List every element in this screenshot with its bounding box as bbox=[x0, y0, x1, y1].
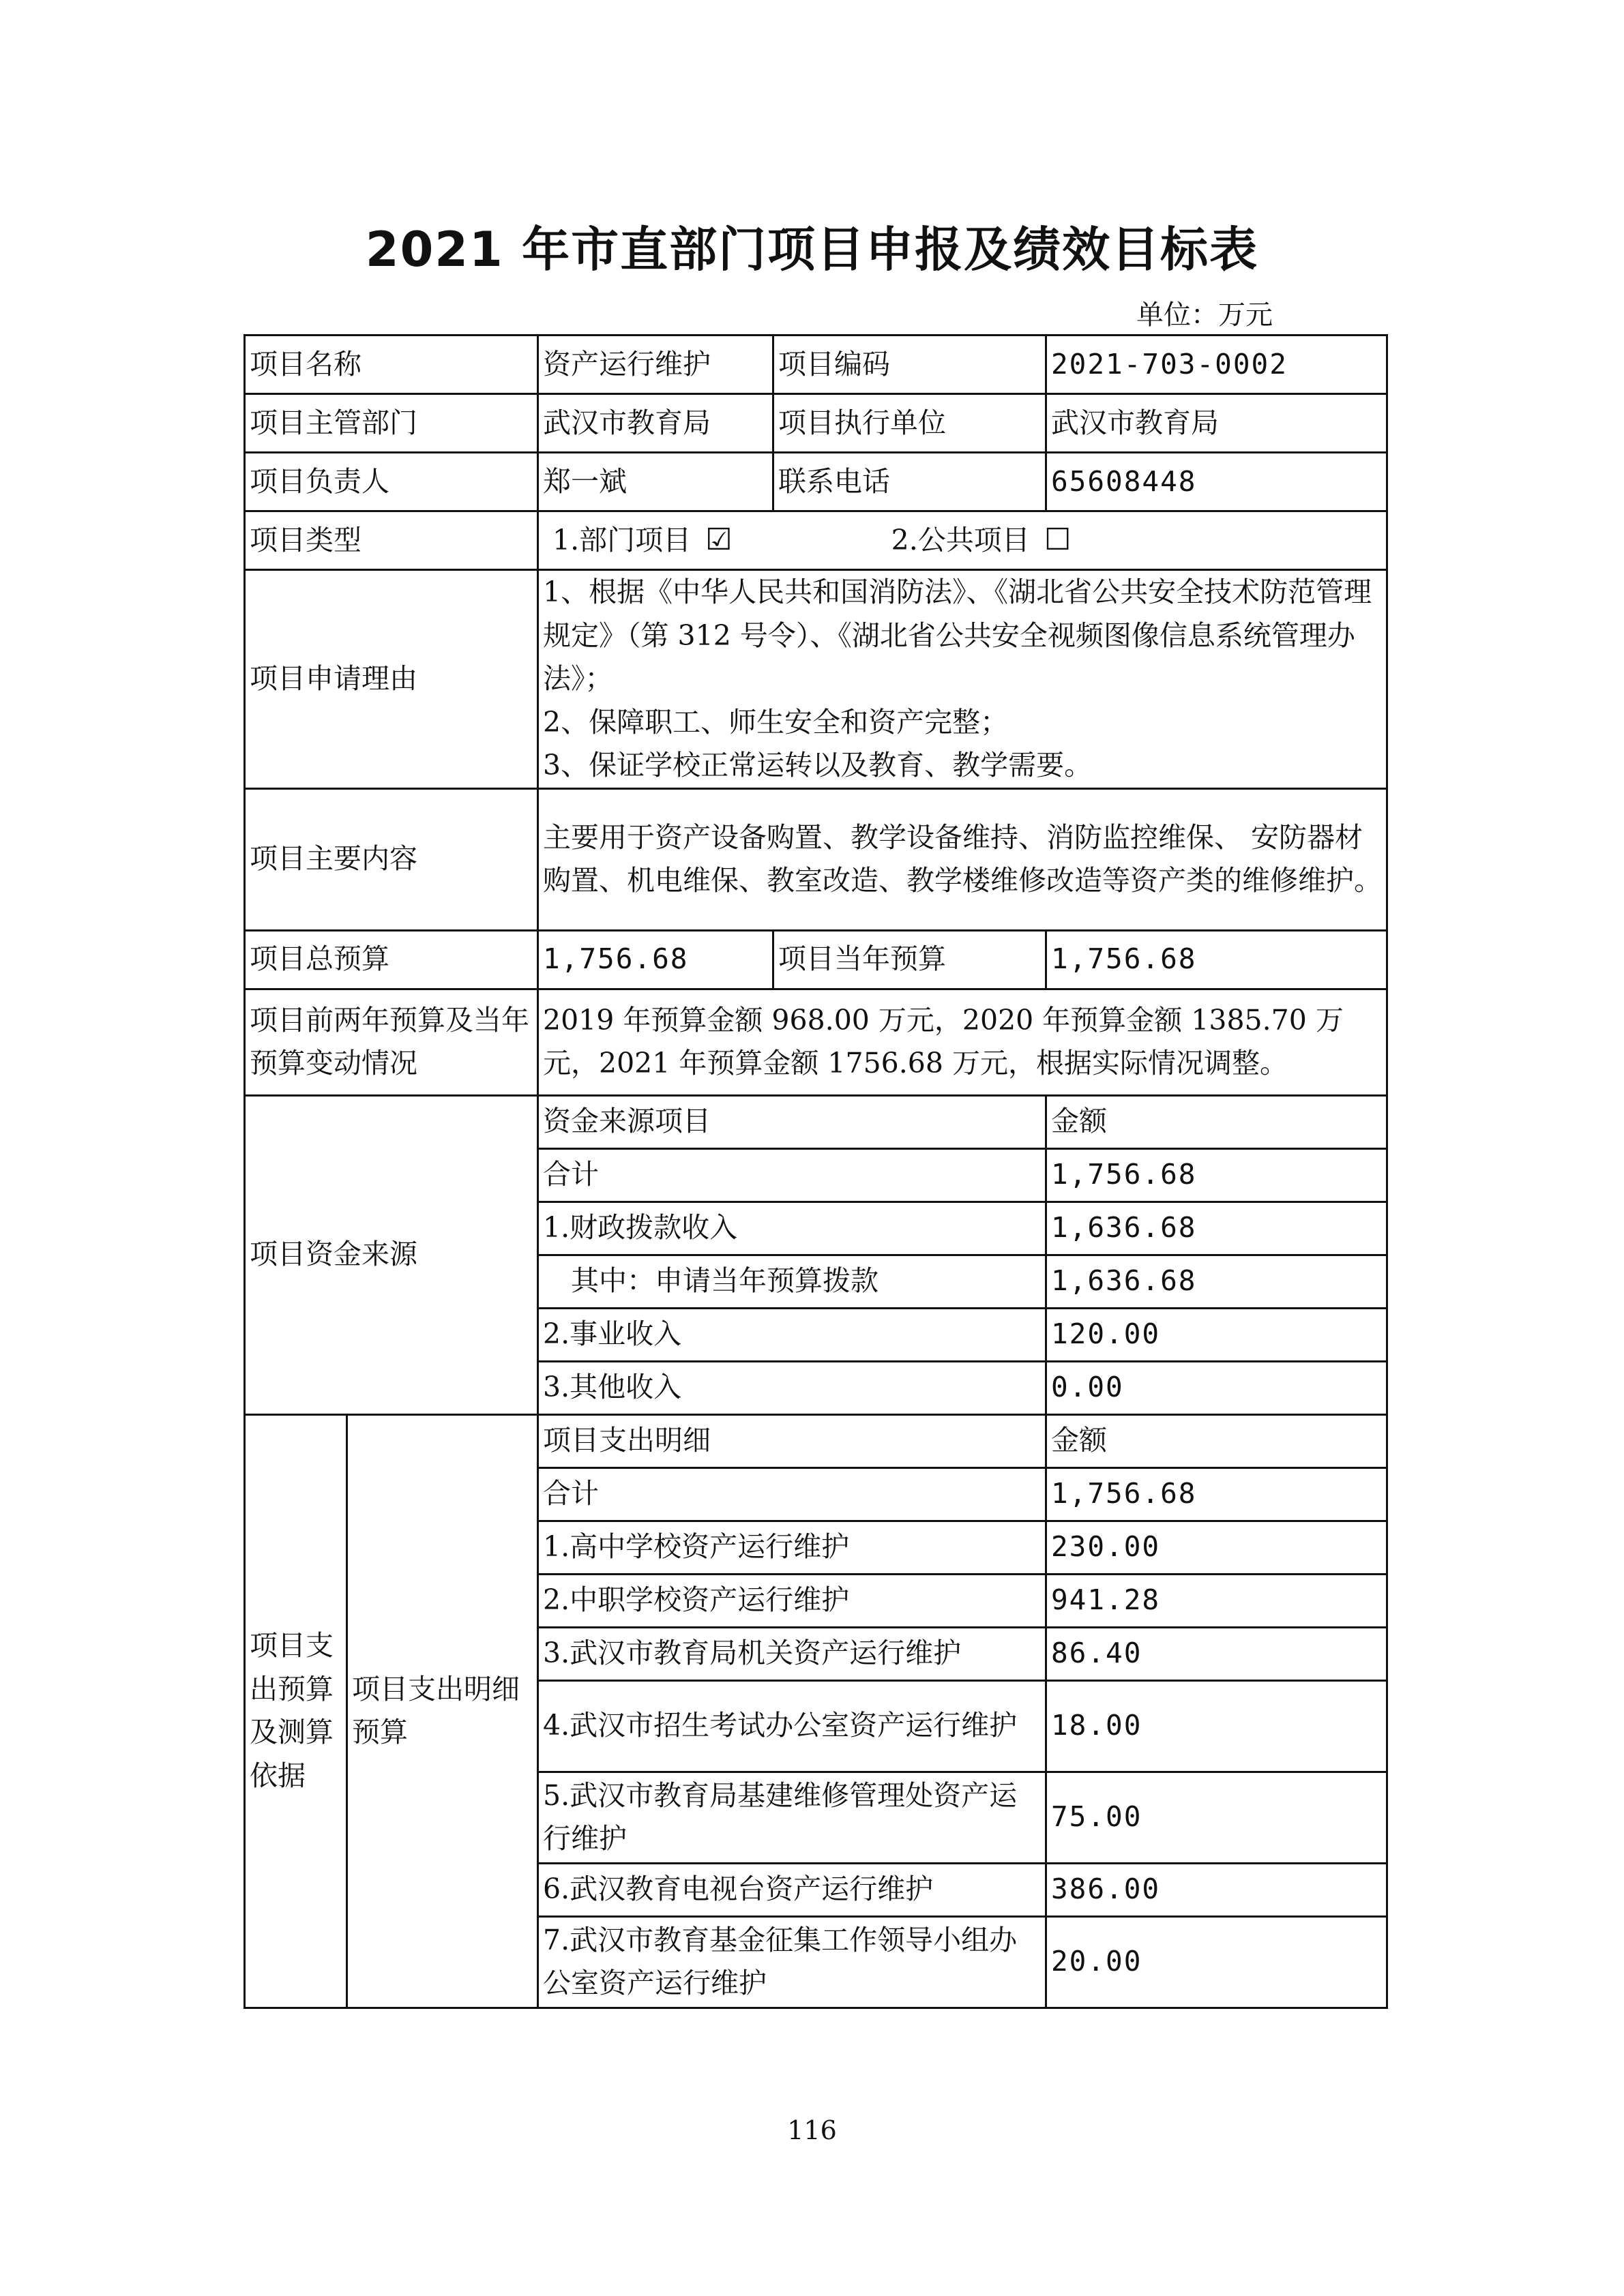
label-reason: 项目申请理由 bbox=[245, 570, 538, 789]
value-leader: 郑一斌 bbox=[538, 453, 773, 511]
value-department: 武汉市教育局 bbox=[538, 394, 773, 453]
expense-amount: 941.28 bbox=[1046, 1574, 1387, 1627]
expense-item: 2.中职学校资产运行维护 bbox=[538, 1574, 1046, 1627]
label-budget-change: 项目前两年预算及当年预算变动情况 bbox=[245, 989, 538, 1095]
dept-project-checkbox-icon[interactable]: ☑ bbox=[705, 522, 733, 558]
expense-item: 5.武汉市教育局基建维修管理处资产运行维护 bbox=[538, 1772, 1046, 1863]
option-dept-project: 1.部门项目 bbox=[552, 524, 692, 557]
label-project-code: 项目编码 bbox=[773, 336, 1046, 394]
funding-amount: 1,756.68 bbox=[1046, 1148, 1387, 1202]
expense-header-row bbox=[245, 1414, 1387, 1467]
label-content: 项目主要内容 bbox=[245, 788, 538, 930]
row-budget bbox=[245, 930, 1387, 989]
funding-amount: 1,636.68 bbox=[1046, 1202, 1387, 1255]
value-budget-change: 2019 年预算金额 968.00 万元，2020 年预算金额 1385.70 万元，2021 年预算金额 1756.68 万元，根据实际情况调整。 bbox=[538, 989, 1387, 1095]
value-project-name: 资产运行维护 bbox=[538, 336, 773, 394]
expense-amount: 1,756.68 bbox=[1046, 1467, 1387, 1521]
expense-item: 7.武汉市教育基金征集工作领导小组办公室资产运行维护 bbox=[538, 1916, 1046, 2008]
expense-item: 合计 bbox=[538, 1467, 1046, 1521]
funding-header-row bbox=[245, 1095, 1387, 1148]
reason-line: 2、保障职工、师生安全和资产完整； bbox=[543, 705, 1009, 739]
funding-item: 合计 bbox=[538, 1148, 1046, 1202]
expense-amount: 386.00 bbox=[1046, 1863, 1387, 1916]
row-reason bbox=[245, 570, 1387, 789]
label-year-budget: 项目当年预算 bbox=[773, 930, 1046, 989]
label-department: 项目主管部门 bbox=[245, 394, 538, 453]
row-budget-change bbox=[245, 989, 1387, 1095]
expense-amount: 20.00 bbox=[1046, 1916, 1387, 2008]
funding-item: 1.财政拨款收入 bbox=[538, 1202, 1046, 1255]
funding-item: 3.其他收入 bbox=[538, 1361, 1046, 1414]
option-public-project: 2.公共项目 bbox=[891, 524, 1030, 557]
row-content bbox=[245, 788, 1387, 930]
label-exec-unit: 项目执行单位 bbox=[773, 394, 1046, 453]
label-expense: 项目支出预算及测算依据 bbox=[245, 1414, 347, 2008]
expense-header-item: 项目支出明细 bbox=[538, 1414, 1046, 1467]
funding-amount: 1,636.68 bbox=[1046, 1255, 1387, 1308]
expense-item: 3.武汉市教育局机关资产运行维护 bbox=[538, 1627, 1046, 1680]
value-project-code: 2021-703-0002 bbox=[1046, 336, 1387, 394]
value-content: 主要用于资产设备购置、教学设备维持、消防监控维保、 安防器材购置、机电维保、教室改造、教学楼维修改造等资产类的维修维护。 bbox=[538, 788, 1387, 930]
value-reason bbox=[538, 570, 1387, 789]
expense-amount: 86.40 bbox=[1046, 1627, 1387, 1680]
unit-label: 单位：万元 bbox=[1136, 299, 1273, 331]
public-project-checkbox-icon[interactable]: ☐ bbox=[1044, 522, 1072, 558]
funding-item: 2.事业收入 bbox=[538, 1308, 1046, 1361]
label-expense-detail: 项目支出明细预算 bbox=[347, 1414, 538, 2008]
funding-header-amount: 金额 bbox=[1046, 1095, 1387, 1148]
value-total-budget: 1,756.68 bbox=[538, 930, 773, 989]
expense-item: 1.高中学校资产运行维护 bbox=[538, 1521, 1046, 1574]
row-leader bbox=[245, 453, 1387, 511]
reason-line: 3、保证学校正常运转以及教育、教学需要。 bbox=[543, 749, 1093, 782]
expense-item: 4.武汉市招生考试办公室资产运行维护 bbox=[538, 1680, 1046, 1772]
project-type-options bbox=[538, 511, 1387, 570]
funding-amount: 0.00 bbox=[1046, 1361, 1387, 1414]
expense-amount: 75.00 bbox=[1046, 1772, 1387, 1863]
label-project-name: 项目名称 bbox=[245, 336, 538, 394]
label-leader: 项目负责人 bbox=[245, 453, 538, 511]
row-department bbox=[245, 394, 1387, 453]
value-year-budget: 1,756.68 bbox=[1046, 930, 1387, 989]
value-phone: 65608448 bbox=[1046, 453, 1387, 511]
funding-header-item: 资金来源项目 bbox=[538, 1095, 1046, 1148]
reason-line: 1、根据《中华人民共和国消防法》、《湖北省公共安全技术防范管理规定》（第 312 号令）、《湖北省公共安全视频图像信息系统管理办法》； bbox=[543, 576, 1372, 696]
expense-header-amount: 金额 bbox=[1046, 1414, 1387, 1467]
label-funding: 项目资金来源 bbox=[245, 1095, 538, 1414]
expense-amount: 18.00 bbox=[1046, 1680, 1387, 1772]
page-number: 116 bbox=[787, 2115, 837, 2145]
value-exec-unit: 武汉市教育局 bbox=[1046, 394, 1387, 453]
label-phone: 联系电话 bbox=[773, 453, 1046, 511]
project-table bbox=[243, 334, 1388, 2009]
expense-amount: 230.00 bbox=[1046, 1521, 1387, 1574]
funding-amount: 120.00 bbox=[1046, 1308, 1387, 1361]
document-title: 2021 年市直部门项目申报及绩效目标表 bbox=[365, 222, 1259, 278]
row-project-type bbox=[245, 511, 1387, 570]
row-project-name bbox=[245, 336, 1387, 394]
expense-item: 6.武汉教育电视台资产运行维护 bbox=[538, 1863, 1046, 1916]
label-total-budget: 项目总预算 bbox=[245, 930, 538, 989]
label-project-type: 项目类型 bbox=[245, 511, 538, 570]
funding-item: 其中：申请当年预算拨款 bbox=[538, 1255, 1046, 1308]
